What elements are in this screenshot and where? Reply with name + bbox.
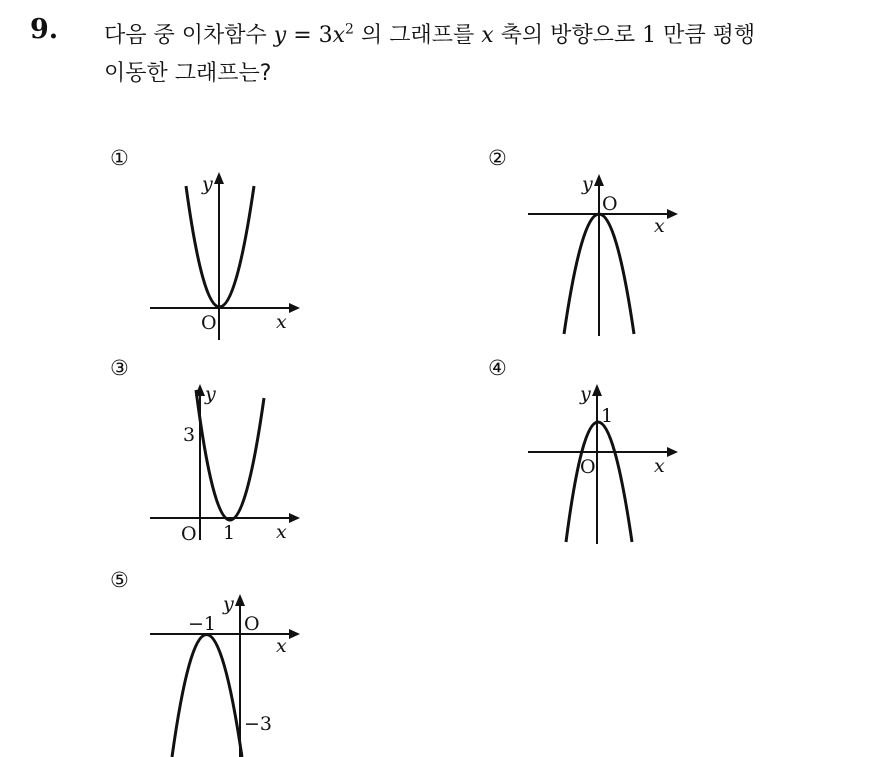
option-1-graph[interactable] <box>150 170 310 340</box>
x-axis-label: x <box>276 521 287 543</box>
y-axis-label: y <box>205 383 216 405</box>
origin-label: O <box>181 523 197 545</box>
y-axis-label: y <box>202 173 213 195</box>
function-y: y <box>273 23 287 48</box>
y-axis-label: y <box>223 593 234 615</box>
y-axis-arrow-icon <box>592 384 602 396</box>
axis-variable: x <box>481 23 494 48</box>
y-intercept-label: −3 <box>244 713 273 735</box>
x-axis-arrow-icon <box>289 513 300 523</box>
x-axis-arrow-icon <box>289 629 300 639</box>
option-4-marker[interactable]: ④ <box>488 356 507 380</box>
y-axis-arrow-icon <box>235 594 245 606</box>
y-axis-arrow-icon <box>214 172 224 184</box>
x-axis-label: x <box>276 311 287 333</box>
parabola-curve <box>172 635 242 757</box>
option-3-graph[interactable] <box>150 380 310 550</box>
x-axis-label: x <box>654 215 665 237</box>
question-text-mid: 의 그래프를 <box>360 23 475 48</box>
function-exponent: 2 <box>345 21 354 38</box>
option-2-graph[interactable] <box>528 170 688 340</box>
question-text-end: 만큼 평행 <box>663 23 756 48</box>
shift-amount: 1 <box>642 23 657 48</box>
x-axis-arrow-icon <box>667 209 678 219</box>
origin-label: O <box>580 456 596 478</box>
question-text-direction: 축의 방향으로 <box>500 23 636 48</box>
y-axis-arrow-icon <box>594 174 604 186</box>
option-5-graph[interactable] <box>150 590 310 757</box>
question-text-line-1 <box>104 18 755 49</box>
x-axis-label: x <box>654 455 665 477</box>
option-4-graph[interactable] <box>528 380 688 550</box>
y-axis-label: y <box>580 383 591 405</box>
parabola-curve <box>196 390 264 520</box>
option-3-marker[interactable]: ③ <box>110 356 129 380</box>
x-axis-arrow-icon <box>289 303 300 313</box>
x-vertex-label: −1 <box>188 613 217 635</box>
origin-label: O <box>201 312 217 334</box>
option-2-marker[interactable]: ② <box>488 146 507 170</box>
function-equals: = 3 <box>286 23 333 48</box>
y-axis-label: y <box>582 173 593 195</box>
x-axis-label: x <box>276 635 287 657</box>
x-axis-arrow-icon <box>667 447 678 457</box>
parabola-curve <box>566 422 632 542</box>
option-5-marker[interactable]: ⑤ <box>110 568 129 592</box>
function-x: x <box>332 23 346 48</box>
question-text-line-2: 이동한 그래프는? <box>104 61 272 86</box>
origin-label: O <box>244 613 260 635</box>
question-text-start: 다음 중 이차함수 <box>104 23 267 48</box>
option-1-marker[interactable]: ① <box>110 146 129 170</box>
y-intercept-label: 3 <box>183 424 196 446</box>
question-number: 9. <box>30 14 59 45</box>
x-vertex-label: 1 <box>223 522 236 544</box>
origin-label: O <box>602 193 618 215</box>
y-vertex-label: 1 <box>601 405 614 427</box>
